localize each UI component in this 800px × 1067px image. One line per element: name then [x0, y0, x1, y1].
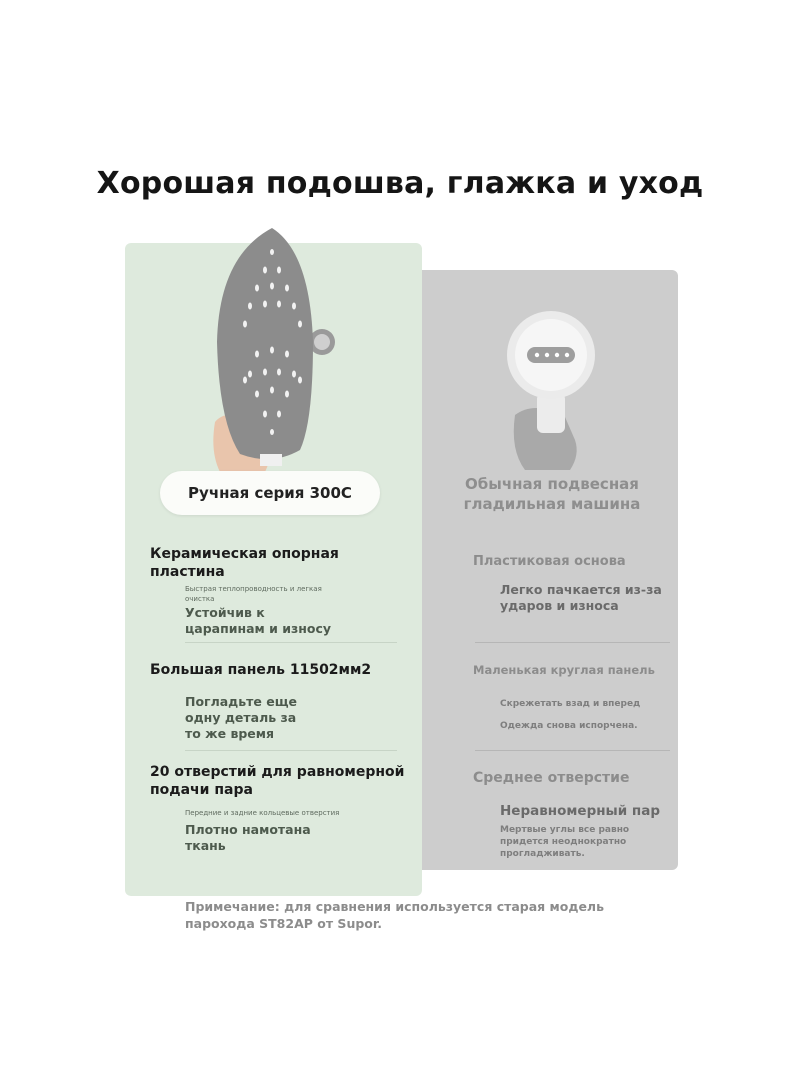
- feature-body-panel: Погладьте еще одну деталь за то же время: [185, 694, 298, 741]
- page-title: Хорошая подошва, глажка и уход: [96, 166, 704, 201]
- feature-body-ceramic: Устойчив к царапинам и износу: [185, 605, 332, 636]
- compare-detail-ruined: Одежда снова испорчена.: [500, 721, 638, 731]
- feature-subtext-ceramic: Быстрая теплопроводность и легкая очистка: [185, 585, 322, 603]
- product-label: Ручная серия 300C: [160, 471, 380, 515]
- compare-heading-plastic: Пластиковая основа: [473, 554, 626, 569]
- compare-detail-corners: Мертвые углы все равно придется неоднократно прогладживать.: [500, 825, 630, 859]
- feature-heading-holes: 20 отверстий для равномерной подачи пара: [150, 764, 405, 798]
- feature-subtext-holes: Передние и задние кольцевые отверстия: [185, 809, 340, 817]
- footnote: Примечание: для сравнения используется старая модель парохода ST82AP от Supor.: [185, 899, 604, 931]
- compare-heading-hole: Среднее отверстие: [473, 770, 630, 786]
- divider: [185, 750, 397, 751]
- feature-heading-ceramic: Керамическая опорная пластина: [150, 546, 339, 580]
- divider: [475, 750, 670, 751]
- compare-body-steam: Неравномерный пар: [500, 803, 661, 819]
- feature-heading-panel: Большая панель 11502мм2: [150, 662, 372, 678]
- comparison-label: Обычная подвесная гладильная машина: [463, 475, 641, 513]
- compare-detail-scrub: Скрежетать взад и вперед: [500, 699, 641, 709]
- divider: [185, 642, 397, 643]
- iron-soleplate-image: [205, 222, 340, 472]
- compare-heading-panel: Маленькая круглая панель: [473, 663, 655, 677]
- divider: [475, 642, 670, 643]
- feature-body-holes: Плотно намотана ткань: [185, 822, 311, 853]
- handheld-steamer-image: [495, 305, 605, 470]
- compare-body-plastic: Легко пачкается из-за ударов и износа: [500, 582, 662, 613]
